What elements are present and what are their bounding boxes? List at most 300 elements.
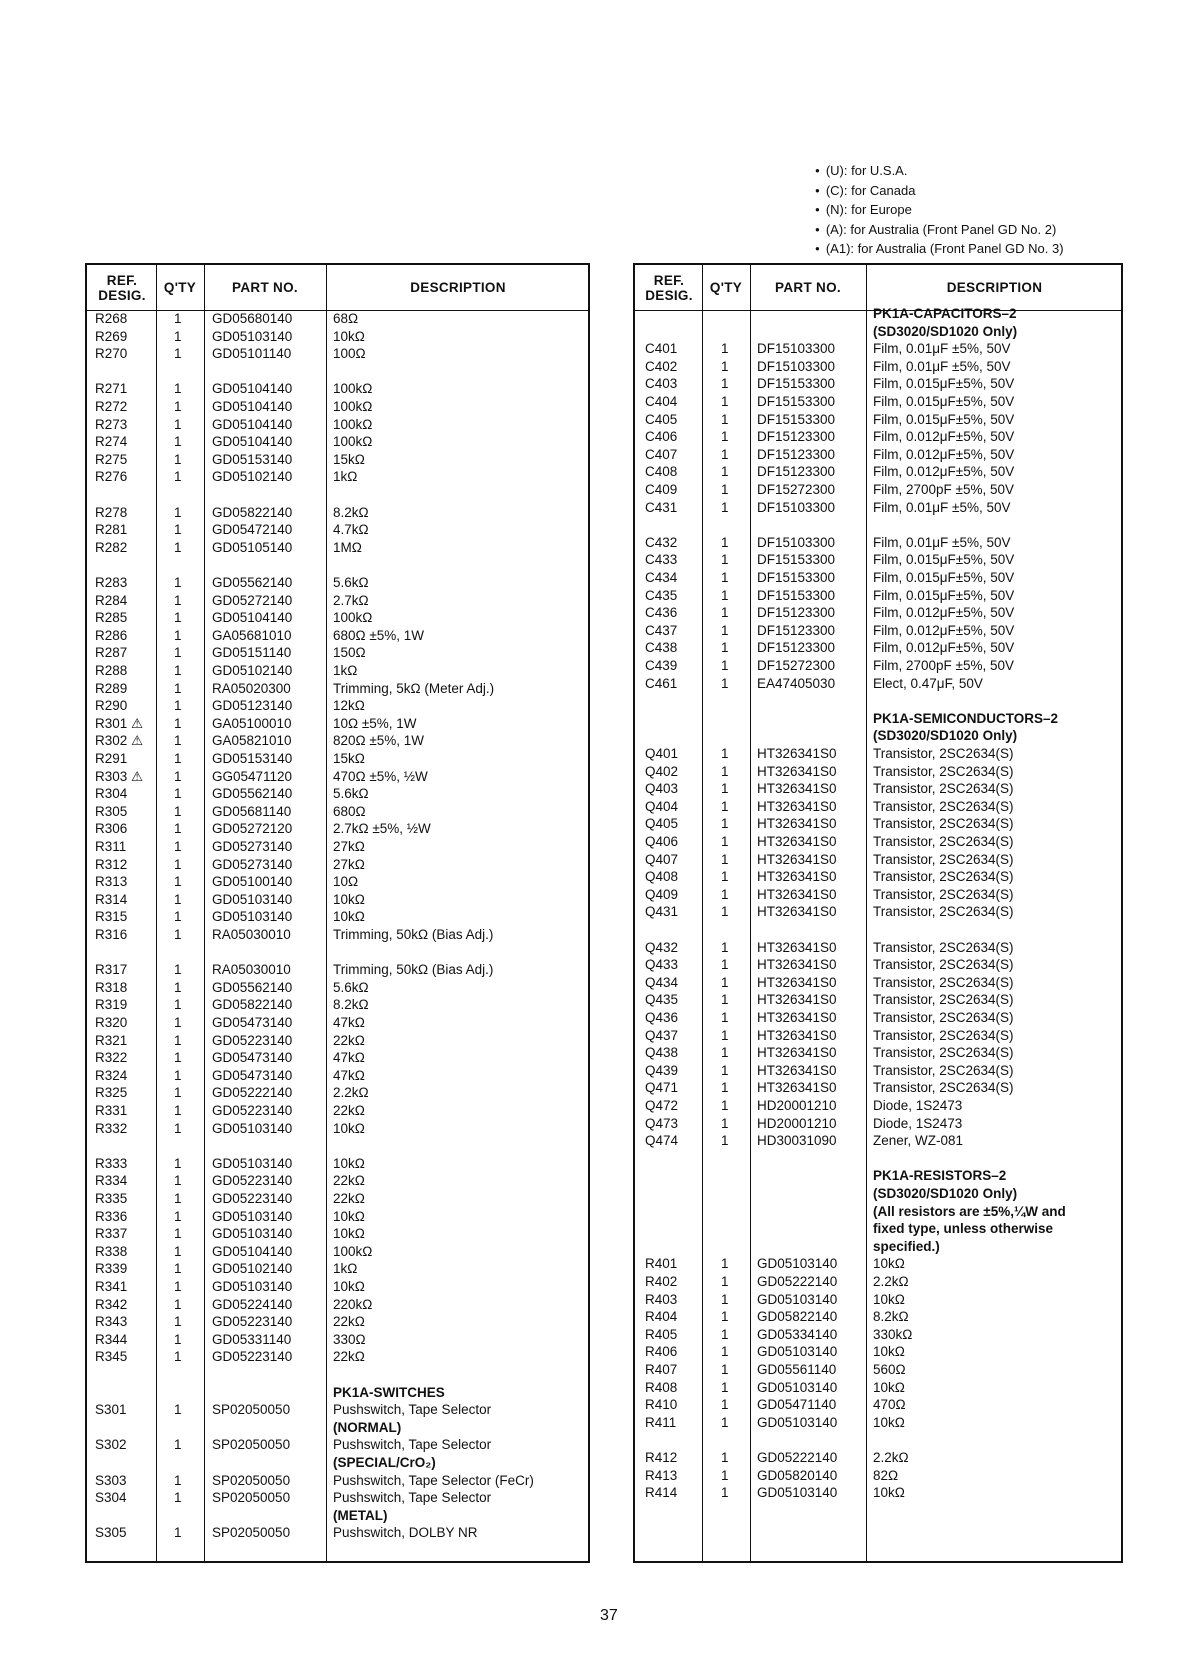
cell-part-no: GD05223140	[212, 1191, 293, 1206]
cell-qty: 1	[721, 886, 729, 902]
cell-description: 10kΩ	[873, 1379, 905, 1395]
cell-ref: R414	[645, 1485, 678, 1501]
cell-ref: C433	[645, 552, 678, 568]
cell-qty: 1	[174, 1402, 182, 1418]
cell-qty: 1	[721, 1344, 729, 1360]
table-row	[635, 340, 1121, 358]
cell-ref: R410	[645, 1397, 678, 1413]
table-row	[635, 727, 1121, 745]
table-row	[635, 428, 1121, 446]
table-row	[87, 363, 588, 381]
cell-ref: Q405	[645, 816, 679, 832]
cell-ref: R272	[95, 399, 128, 414]
cell-description: 150Ω	[333, 645, 366, 661]
table-row	[635, 1343, 1121, 1361]
table-row	[87, 451, 588, 469]
table-row	[635, 692, 1121, 710]
table-row	[635, 745, 1121, 763]
cell-ref: R336	[95, 1208, 128, 1224]
cell-qty: 1	[174, 803, 182, 819]
cell-part-no: DF15153300	[757, 411, 836, 427]
cell-ref: R325	[95, 1085, 128, 1101]
cell-part-no: GD05104140	[212, 399, 293, 414]
cell-description: 47kΩ	[333, 1015, 365, 1030]
cell-qty: 1	[174, 645, 182, 661]
table-row	[87, 908, 588, 926]
cell-ref: R314	[95, 891, 128, 907]
cell-qty: 1	[174, 733, 182, 749]
cell-ref: C402	[645, 358, 678, 374]
cell-description: 470Ω	[873, 1397, 906, 1413]
cell-description: Transistor, 2SC2634(S)	[873, 746, 1014, 761]
cell-qty: 1	[721, 798, 729, 814]
cell-qty: 1	[721, 341, 729, 357]
table-row	[635, 1062, 1121, 1080]
cell-qty: 1	[721, 658, 729, 673]
cell-qty: 1	[174, 1279, 182, 1294]
table-row	[635, 1115, 1121, 1133]
cell-description: Zener, WZ-081	[873, 1133, 964, 1149]
cell-ref: R324	[95, 1067, 128, 1083]
cell-description: PK1A-RESISTORS–2	[873, 1168, 1007, 1184]
cell-ref: R320	[95, 1015, 128, 1030]
cell-description: Diode, 1S2473	[873, 1115, 963, 1131]
table-row	[87, 1472, 588, 1490]
cell-ref: S303	[95, 1472, 127, 1488]
table-row	[87, 996, 588, 1014]
cell-description: 2.7kΩ ±5%, ½W	[333, 821, 431, 837]
cell-part-no: GD05562140	[212, 979, 293, 995]
cell-description: 68Ω	[333, 311, 359, 326]
cell-ref: C403	[645, 376, 678, 392]
cell-ref: Q438	[645, 1045, 679, 1061]
table-row	[635, 1308, 1121, 1326]
table-row	[87, 785, 588, 803]
cell-part-no: GD05153140	[212, 451, 293, 467]
cell-description: Film, 0.01μF ±5%, 50V	[873, 499, 1011, 515]
cell-part-no: GD05272140	[212, 592, 293, 608]
cell-part-no: GD05103140	[212, 328, 293, 344]
table-row	[635, 1255, 1121, 1273]
cell-ref: Q407	[645, 851, 679, 867]
cell-description: specified.)	[873, 1238, 940, 1254]
table-row	[635, 1291, 1121, 1309]
cell-ref: R301 ⚠	[95, 715, 144, 731]
cell-description: 27kΩ	[333, 839, 365, 854]
cell-ref: C432	[645, 534, 678, 550]
table-row	[87, 1084, 588, 1102]
table-row	[635, 323, 1121, 341]
cell-part-no: GD05104140	[212, 1243, 293, 1259]
table-row	[87, 715, 588, 733]
table-row	[87, 1313, 588, 1331]
cell-description: Transistor, 2SC2634(S)	[873, 1027, 1014, 1043]
table-row	[635, 1484, 1121, 1502]
cell-qty: 1	[721, 781, 729, 797]
cell-description: 22kΩ	[333, 1103, 365, 1118]
cell-description: 470Ω ±5%, ½W	[333, 768, 428, 784]
cell-part-no: GD05681140	[212, 803, 292, 819]
table-row	[635, 1361, 1121, 1379]
cell-part-no: GD05103140	[212, 891, 293, 907]
cell-description: (All resistors are ±5%,¼W and	[873, 1203, 1066, 1219]
cell-qty: 1	[721, 851, 729, 867]
cell-part-no: DF15103300	[757, 499, 836, 515]
cell-qty: 1	[174, 663, 182, 678]
table-row	[87, 1348, 588, 1366]
table-row	[87, 574, 588, 592]
table-row	[87, 1155, 588, 1173]
cell-qty: 1	[721, 1291, 729, 1307]
cell-description: Pushswitch, Tape Selector (FeCr)	[333, 1472, 534, 1488]
cell-qty: 1	[174, 927, 182, 942]
cell-qty: 1	[721, 376, 729, 392]
cell-part-no: DF15123300	[757, 640, 836, 656]
cell-ref: R270	[95, 346, 128, 362]
cell-part-no: EA47405030	[757, 675, 836, 691]
cell-part-no: HT326341S0	[757, 1027, 837, 1043]
cell-description: 680Ω	[333, 803, 366, 819]
cell-description: Transistor, 2SC2634(S)	[873, 781, 1014, 797]
cell-qty: 1	[174, 1032, 182, 1048]
table-row	[87, 539, 588, 557]
cell-ref: R285	[95, 610, 128, 626]
cell-part-no: DF15123300	[757, 464, 836, 480]
table-row	[635, 604, 1121, 622]
cell-qty: 1	[721, 358, 729, 374]
cell-description: (NORMAL)	[333, 1419, 402, 1435]
table-row	[635, 587, 1121, 605]
region-notes	[815, 162, 1064, 260]
table-row	[87, 1419, 588, 1437]
cell-ref: Q474	[645, 1133, 679, 1149]
cell-qty: 1	[721, 640, 729, 656]
cell-part-no: GD05103140	[212, 909, 293, 925]
table-row	[87, 416, 588, 434]
cell-ref: R289	[95, 680, 128, 696]
table-row	[635, 886, 1121, 904]
cell-ref: R405	[645, 1326, 678, 1342]
cell-ref: Q436	[645, 1010, 679, 1025]
table-row	[635, 569, 1121, 587]
table-row	[635, 516, 1121, 534]
parts-table-right	[633, 263, 1123, 1563]
cell-description: Film, 0.015μF±5%, 50V	[873, 411, 1015, 427]
cell-qty: 1	[721, 1274, 729, 1289]
header-description: DESCRIPTION	[410, 280, 506, 295]
table-row	[87, 380, 588, 398]
cell-qty: 1	[721, 763, 729, 779]
table-row	[87, 1049, 588, 1067]
table-row	[635, 305, 1121, 323]
table-row	[635, 939, 1121, 957]
cell-part-no: SP02050050	[212, 1472, 291, 1488]
cell-part-no: HT326341S0	[757, 939, 837, 955]
cell-part-no: GD05473140	[212, 1050, 293, 1066]
table-row	[635, 1185, 1121, 1203]
cell-description: Film, 0.012μF±5%, 50V	[873, 429, 1015, 445]
cell-part-no: GD05105140	[212, 539, 293, 555]
cell-description: 10kΩ	[873, 1414, 905, 1430]
cell-ref: R344	[95, 1331, 128, 1347]
table-row	[87, 1296, 588, 1314]
cell-description: Film, 0.012μF±5%, 50V	[873, 622, 1015, 638]
cell-qty: 1	[721, 1062, 729, 1078]
cell-qty: 1	[174, 399, 182, 414]
cell-description: 100kΩ	[333, 381, 373, 397]
table-row	[87, 1014, 588, 1032]
cell-ref: C408	[645, 464, 678, 480]
cell-ref: C431	[645, 499, 678, 515]
table-row	[87, 486, 588, 504]
table-row	[635, 1009, 1121, 1027]
cell-part-no: GD05822140	[757, 1309, 838, 1325]
cell-qty: 1	[174, 346, 182, 362]
cell-qty: 1	[721, 1309, 729, 1325]
table-row	[635, 991, 1121, 1009]
table-row	[87, 521, 588, 539]
table-row	[635, 851, 1121, 869]
header-part-no: PART NO.	[775, 280, 841, 295]
cell-qty: 1	[174, 1208, 182, 1224]
cell-ref: R315	[95, 909, 128, 925]
cell-part-no: GD05222140	[757, 1274, 838, 1289]
cell-description: 10kΩ	[333, 1155, 365, 1171]
cell-part-no: HT326341S0	[757, 1045, 837, 1061]
table-row	[87, 891, 588, 909]
cell-ref: C434	[645, 570, 678, 585]
table-header	[87, 265, 588, 311]
cell-ref: Q471	[645, 1080, 679, 1096]
cell-description: 22kΩ	[333, 1032, 365, 1048]
table-row	[635, 1379, 1121, 1397]
cell-part-no: GD05222140	[212, 1085, 293, 1101]
cell-ref: R273	[95, 416, 128, 432]
cell-part-no: HT326341S0	[757, 798, 837, 814]
cell-qty: 1	[174, 451, 182, 467]
table-row	[87, 680, 588, 698]
cell-qty: 1	[174, 1490, 182, 1506]
cell-description: (SPECIAL/CrO₂)	[333, 1455, 436, 1470]
cell-description: 10kΩ	[333, 909, 365, 925]
cell-part-no: HT326341S0	[757, 974, 837, 990]
cell-description: 10kΩ	[873, 1291, 905, 1307]
cell-ref: C435	[645, 587, 678, 603]
table-row	[87, 1366, 588, 1384]
table-row	[635, 675, 1121, 693]
cell-part-no: HT326341S0	[757, 816, 837, 832]
cell-part-no: GD05103140	[212, 1120, 293, 1136]
cell-part-no: DF15153300	[757, 587, 836, 603]
table-row	[87, 732, 588, 750]
table-row	[87, 1137, 588, 1155]
cell-description: 2.2kΩ	[873, 1450, 909, 1465]
cell-qty: 1	[174, 328, 182, 344]
cell-ref: R319	[95, 997, 128, 1013]
table-row	[87, 433, 588, 451]
cell-description: Transistor, 2SC2634(S)	[873, 834, 1014, 849]
cell-description: Pushswitch, Tape Selector	[333, 1490, 492, 1506]
cell-description: Pushswitch, Tape Selector	[333, 1402, 492, 1418]
cell-ref: R408	[645, 1379, 678, 1395]
cell-ref: R317	[95, 962, 128, 978]
cell-qty: 1	[721, 394, 729, 409]
table-row	[635, 375, 1121, 393]
cell-qty: 1	[721, 746, 729, 761]
cell-description: Film, 0.015μF±5%, 50V	[873, 376, 1015, 392]
table-row	[87, 768, 588, 786]
cell-part-no: GD05562140	[212, 575, 293, 590]
cell-description: 5.6kΩ	[333, 979, 369, 995]
cell-ref: Q403	[645, 781, 679, 797]
table-row	[635, 815, 1121, 833]
cell-ref: R291	[95, 751, 128, 766]
cell-description: 10kΩ	[333, 1279, 365, 1294]
cell-part-no: GD05820140	[757, 1467, 838, 1483]
table-row	[635, 622, 1121, 640]
cell-description: Trimming, 5kΩ (Meter Adj.)	[333, 680, 495, 696]
table-row	[635, 974, 1121, 992]
cell-qty: 1	[174, 768, 182, 784]
cell-qty: 1	[721, 939, 729, 955]
cell-description: 1kΩ	[333, 1261, 358, 1277]
note-usa: ● (U): for U.S.A.	[815, 162, 1064, 182]
cell-description: 47kΩ	[333, 1067, 365, 1083]
cell-qty: 1	[721, 1414, 729, 1430]
cell-part-no: SP02050050	[212, 1437, 291, 1453]
cell-ref: R339	[95, 1261, 128, 1277]
cell-qty: 1	[721, 1467, 729, 1483]
table-row	[635, 1238, 1121, 1256]
cell-qty: 1	[174, 610, 182, 626]
cell-qty: 1	[721, 675, 729, 691]
table-row	[635, 481, 1121, 499]
cell-ref: R406	[645, 1344, 678, 1360]
cell-description: Pushswitch, DOLBY NR	[333, 1525, 478, 1541]
cell-qty: 1	[174, 680, 182, 696]
cell-part-no: HT326341S0	[757, 781, 837, 797]
cell-qty: 1	[174, 311, 182, 326]
table-row	[87, 1208, 588, 1226]
cell-ref: Q434	[645, 974, 679, 990]
table-row	[87, 328, 588, 346]
cell-qty: 1	[174, 381, 182, 397]
cell-qty: 1	[721, 482, 729, 497]
cell-description: Transistor, 2SC2634(S)	[873, 974, 1014, 990]
cell-part-no: DF15123300	[757, 605, 836, 621]
cell-description: Film, 0.012μF±5%, 50V	[873, 446, 1015, 462]
header-ref-desig: REF. DESIG.	[645, 272, 693, 303]
table-row	[87, 1243, 588, 1261]
cell-qty: 1	[174, 1103, 182, 1118]
cell-description: 2.2kΩ	[873, 1274, 909, 1289]
cell-ref: R268	[95, 311, 128, 326]
cell-ref: R274	[95, 434, 128, 450]
cell-qty: 1	[721, 1115, 729, 1131]
cell-part-no: HT326341S0	[757, 1062, 837, 1078]
table-row	[635, 1431, 1121, 1449]
cell-description: 15kΩ	[333, 751, 365, 766]
cell-part-no: GD05103140	[212, 1155, 293, 1171]
cell-ref: S305	[95, 1525, 127, 1541]
cell-description: Film, 0.015μF±5%, 50V	[873, 394, 1015, 409]
cell-qty: 1	[174, 1191, 182, 1206]
cell-ref: R322	[95, 1050, 128, 1066]
cell-description: 100kΩ	[333, 434, 373, 450]
cell-part-no: GA05821010	[212, 733, 292, 749]
cell-part-no: SP02050050	[212, 1402, 291, 1418]
cell-part-no: HT326341S0	[757, 1010, 837, 1025]
cell-qty: 1	[721, 957, 729, 973]
table-row	[635, 1027, 1121, 1045]
table-row	[87, 1032, 588, 1050]
cell-description: 330Ω	[333, 1331, 366, 1347]
cell-ref: Q433	[645, 957, 679, 973]
cell-part-no: DF15103300	[757, 358, 836, 374]
cell-description: 100kΩ	[333, 399, 373, 414]
cell-ref: R269	[95, 328, 128, 344]
cell-description: Film, 0.01μF ±5%, 50V	[873, 358, 1011, 374]
note-australia: ● (A): for Australia (Front Panel GD No. 2)	[815, 221, 1064, 241]
cell-part-no: GG05471120	[212, 768, 293, 784]
cell-ref: R306	[95, 821, 128, 837]
table-row	[87, 1384, 588, 1402]
cell-description: 680Ω ±5%, 1W	[333, 627, 425, 643]
cell-ref: R278	[95, 504, 128, 520]
cell-description: Transistor, 2SC2634(S)	[873, 904, 1014, 920]
table-row	[635, 393, 1121, 411]
cell-ref: R404	[645, 1309, 678, 1325]
cell-part-no: GD05103140	[757, 1256, 838, 1272]
cell-part-no: GD05102140	[212, 1261, 293, 1277]
cell-ref: R287	[95, 645, 128, 661]
cell-part-no: HD30031090	[757, 1133, 837, 1149]
table-row	[87, 750, 588, 768]
cell-ref: R284	[95, 592, 128, 608]
table-row	[635, 551, 1121, 569]
cell-qty: 1	[174, 1120, 182, 1136]
cell-description: 1kΩ	[333, 663, 358, 678]
cell-qty: 1	[174, 874, 182, 890]
cell-qty: 1	[174, 1226, 182, 1242]
cell-part-no: GD05331140	[212, 1331, 292, 1347]
cell-qty: 1	[174, 469, 182, 485]
table-row	[635, 1326, 1121, 1344]
cell-qty: 1	[721, 974, 729, 990]
cell-part-no: GD05272120	[212, 821, 293, 837]
cell-qty: 1	[721, 622, 729, 638]
cell-description: 22kΩ	[333, 1314, 365, 1330]
table-row	[87, 1436, 588, 1454]
cell-part-no: HT326341S0	[757, 886, 837, 902]
cell-qty: 1	[174, 1472, 182, 1488]
table-row	[87, 697, 588, 715]
cell-qty: 1	[174, 1525, 182, 1541]
table-row	[87, 1260, 588, 1278]
table-row	[87, 644, 588, 662]
cell-qty: 1	[174, 1243, 182, 1259]
table-row	[87, 345, 588, 363]
cell-part-no: DF15123300	[757, 429, 836, 445]
cell-qty: 1	[721, 1133, 729, 1149]
table-row	[635, 639, 1121, 657]
cell-description: 1kΩ	[333, 469, 358, 485]
cell-part-no: GD05100140	[212, 874, 293, 890]
cell-part-no: GD05153140	[212, 751, 293, 766]
header-description: DESCRIPTION	[946, 280, 1043, 295]
cell-description: Transistor, 2SC2634(S)	[873, 886, 1014, 902]
table-row	[87, 398, 588, 416]
